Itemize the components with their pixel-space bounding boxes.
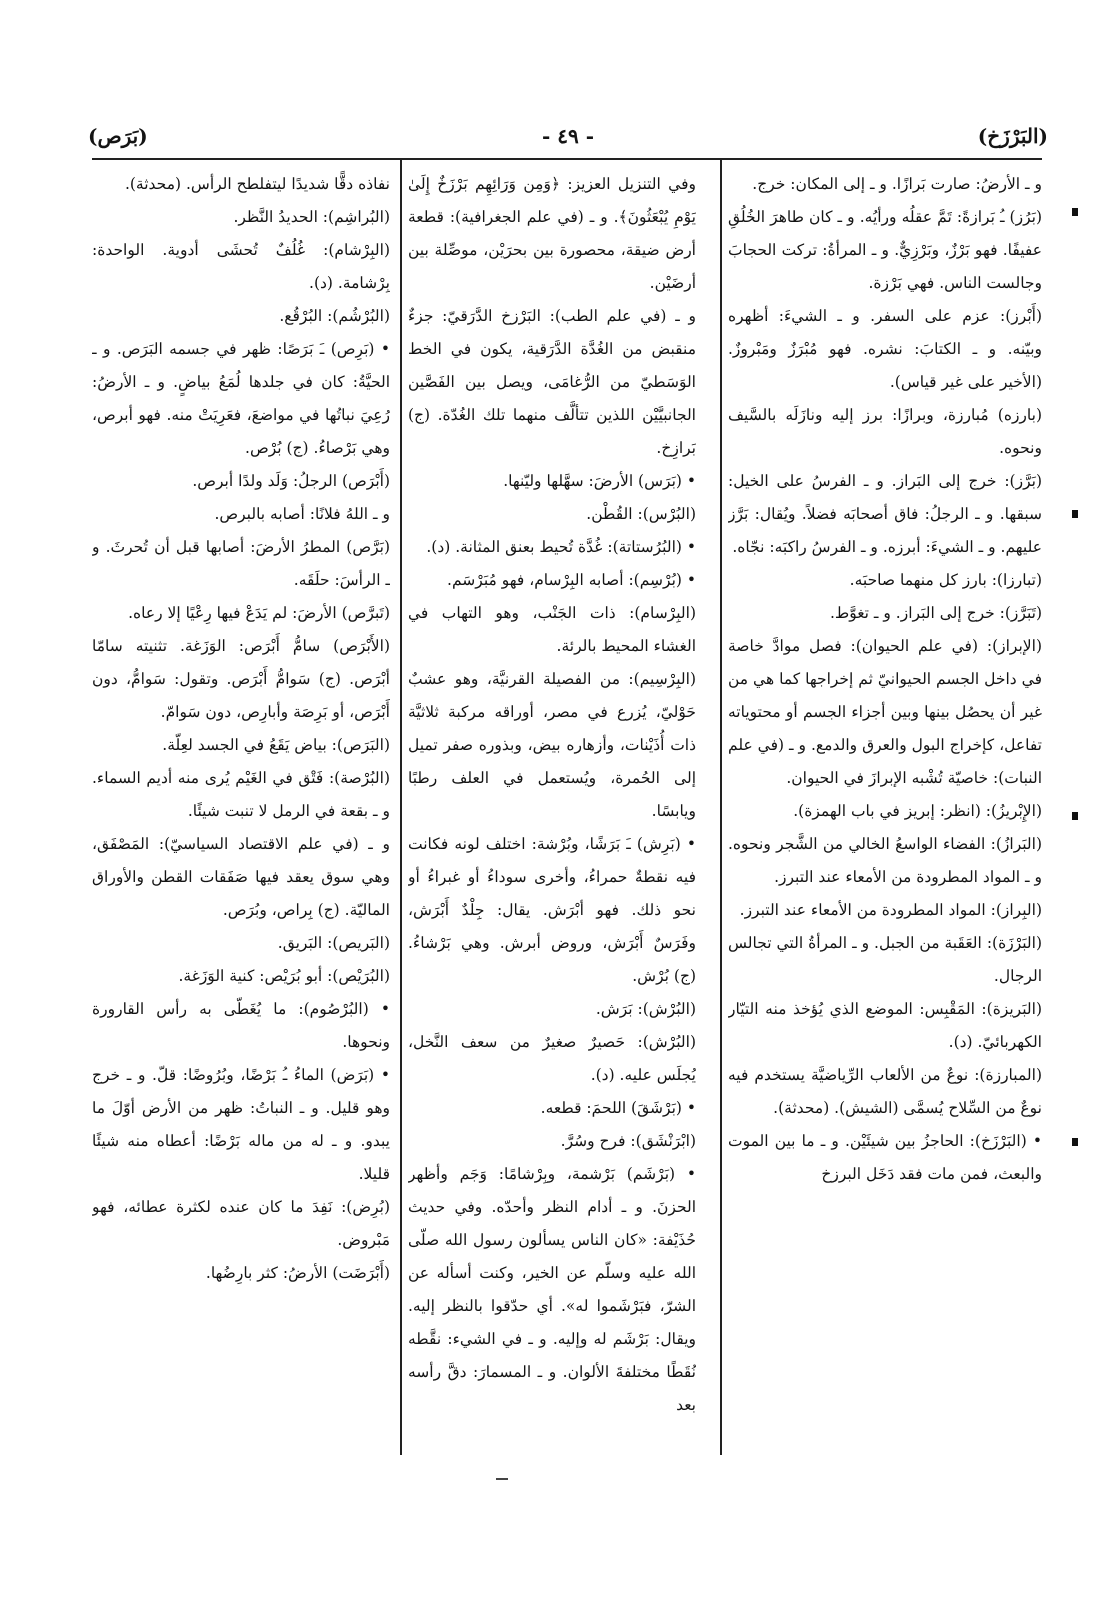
header-guide-word-last: (بَرَص)	[88, 124, 148, 148]
dictionary-entry: (بارزه) مُبارزة، وبرازًا: برز إليه ونازَلَه بالسَّيف ونحوه.	[728, 406, 1042, 457]
column-middle	[408, 168, 696, 1468]
dictionary-entry: (البَريزة): المَقْبِس: الموضع الذي يُؤخذ منه التيّار الكهربائيّ. (د).	[728, 1000, 1042, 1051]
dictionary-entry: و ـ اللهُ فلانًا: أصابه بالبرص.	[214, 505, 390, 523]
dictionary-entry: (بَرَّص) المطرُ الأرضَ: أصابها قبل أن تُحرثَ. و ـ الرأسَ: حلَقَه.	[92, 538, 390, 589]
dictionary-entry: و ـ (في علم الطب): البَرْزخ الدَّرَقيّ: جزءٌ منقبض من الغُدَّة الدَّرَقية، يكون في الخط الوَسَطيّ من الرُّغامَى، ويصل بين الفَصَّين الجانبيَّيْن اللذين تتألَّف منهما تلك الغُدّة. (ج) بَرازِخ.	[408, 307, 696, 457]
margin-mark	[1072, 208, 1078, 216]
dictionary-entry: (البُرْصة): فَتْق في الغَيْم يُرى منه أديم السماء. و ـ بقعة في الرمل لا تنبت شيئًا.	[92, 769, 390, 820]
dictionary-entry: (البُراشِم): الحديدُ النَّظر.	[233, 208, 390, 226]
dictionary-entry: • (البَرْزَخ): الحاجزُ بين شيئَيْن. و ـ ما بين الموت والبعث، فمن مات فقد دَخَل البرزخ	[728, 1132, 1042, 1183]
dictionary-entry: و ـ الأرضُ: صارت بَرازًا. و ـ إلى المكان: خرج.	[752, 175, 1042, 193]
dictionary-entry: (أَبْرَص) الرجلُ: وَلَد ولدًا أبرص.	[192, 472, 390, 490]
dictionary-entry: (أَبْرَضَت) الأرضُ: كثر بارِضُها.	[205, 1264, 390, 1282]
dictionary-entry: (بَرَّز): خرج إلى البَراز. و ـ الفرسُ على الخيل: سبقها. و ـ الرجلُ: فاق أصحابَه فضلاً. ويُقال: بَرَّز عليهم. و ـ الشيءَ: أبرزه. و ـ الفرسُ راكبَه: نجّاه.	[728, 472, 1042, 556]
dictionary-entry: (تبارزا): بارز كل منهما صاحبَه.	[849, 571, 1042, 589]
dictionary-entry: (الأَبْرَص) سامُّ أَبْرَص: الوَزَغة. تثنيته سامّا أبْرَص. (ج) سَوامُّ أَبْرَص. وتقول: سَوامُّ، دون أَبْرَص، أو بَرِصَة وأبارِص، دون سَوامّ.	[92, 637, 390, 721]
margin-mark	[1072, 1138, 1078, 1146]
dictionary-entry: (بُرِض): نَفِدَ ما كان عنده لكثرة عطائه، فهو مَبْروض.	[92, 1198, 390, 1249]
dictionary-entry: (تَبرَّص) الأرضَ: لم يَدَعْ فيها رِعْيًا إلا رعاه.	[128, 604, 390, 622]
dictionary-entry: • (البُرْصُوم): ما يُغَطّى به رأس القارورة ونحوها.	[92, 1000, 390, 1051]
dictionary-entry: وفي التنزيل العزيز: ﴿وَمِن وَرَائِهِم بَرْزَخٌ إِلَىٰ يَوْمِ يُبْعَثُونَ﴾. و ـ (في علم الجغرافية): قطعة أرض ضيقة، محصورة بين بحرَيْن، موصِّلة بين أرضَيْن.	[408, 175, 696, 292]
dictionary-entry: (بَرُز) ـُ بَرازةً: تَمَّ عقلُه ورأيُه. و ـ كان طاهرَ الخُلُقِ عفيفًا. فهو بَرْزٌ، وبَرْزِيٌّ. و ـ المرأةُ: تركت الحجابَ وجالست الناس. فهي بَرْزة.	[728, 208, 1042, 292]
dictionary-entry: • (بَرَض) الماءُ ـُ بَرْضًا، وبُرُوضًا: قلّ. و ـ خرج وهو قليل. و ـ النباتُ: ظهر من الأرض أوّلَ ما يبدو. و ـ له من ماله بَرْضًا: أعطاه منه شيئًا قليلا.	[92, 1066, 390, 1183]
column-divider-left	[400, 160, 402, 1455]
dictionary-entry: (البِراز): المواد المطرودة من الأمعاء عند التبرز.	[739, 901, 1042, 919]
dictionary-entry: (البِرْسِيم): من الفصيلة القرنيَّة، وهو عشبٌ حَوْليّ، يُزرع في مصر، أوراقه مركبة ثلاثيَّة ذات أُذَيْنات، وأزهاره بيض، وبذوره صفر تميل إلى الحُمرة، ويُستعمل في العلف رطبًا ويابسًا.	[408, 670, 696, 820]
dictionary-entry: • (بُرْسِم): أصابه البِرْسام، فهو مُبَرْسَم.	[447, 571, 696, 589]
dictionary-entry: • (بَرْشَقَ) اللحمَ: قطعه.	[540, 1099, 696, 1117]
footer-dash	[496, 1478, 508, 1480]
margin-mark	[1072, 510, 1078, 518]
dictionary-entry: نفاذه دقًّا شديدًا ليتفلطح الرأس. (محدثة).	[124, 175, 390, 193]
header-rule	[92, 158, 1042, 160]
dictionary-entry: (البِرْسام): ذات الجَنْب، وهو التهاب في الغشاء المحيط بالرئة.	[408, 604, 696, 655]
dictionary-entry: (الإبراز): (في علم الحيوان): فصل موادَّ خاصة في داخل الجسم الحيوانيّ ثم إخراجها كما هي من غير أن يحصُل بينها وبين أجزاء الجسم أو محتوياته تفاعل، كإخراج البول والعرق والدمع. و ـ (في علم النبات): خاصيّة تُشْبه الإبرازَ في الحيوان.	[728, 637, 1042, 787]
dictionary-entry: و ـ (في علم الاقتصاد السياسيّ): المَصْفَق، وهي سوق يعقد فيها صَفَقات القطن والأوراق الماليّة. (ج) بِراص، وبُرَص.	[92, 835, 390, 919]
dictionary-entry: (البَرَص): بياض يَقَعُ في الجسد لعِلّة.	[162, 736, 390, 754]
dictionary-entry: (البُرْشُم): البُرْقُع.	[279, 307, 390, 325]
dictionary-entry: (المبارزة): نوعٌ من الألعاب الرِّياضيَّة يستخدم فيه نوعٌ من السِّلاح يُسمَّى (الشيش). (محدثة).	[728, 1066, 1042, 1117]
page-number: - ٤٩ -	[541, 124, 594, 148]
dictionary-entry: • (بَرْشَم) بَرْشمة، وبِرْشامًا: وَجَم وأظهر الحزنَ. و ـ أدام النظر وأحدّه. وفي حديث حُذَيْفة: «كان الناس يسألون رسول الله صلّى الله عليه وسلّم عن الخير، وكنت أسأله عن الشرّ، فبَرْشَموا له». أي حدّقوا بالنظر إليه. ويقال: بَرْشَم له وإليه. و ـ في الشيء: نقَّطه نُقَطًا مختلفةَ الألوان. و ـ المسمارَ: دقَّ رأسه بعد	[408, 1165, 696, 1414]
dictionary-entry: • (بَرِص) ـَ بَرَصًا: ظهر في جسمه البَرَص. و ـ الحيَّةُ: كان في جلدها لُمَعُ بياضٍ. و ـ الأرضُ: رُعِيَ نباتُها في مواضعَ، فعَرِيَتْ منه. فهو أبرص، وهي بَرْصاءُ. (ج) بُرْص.	[92, 340, 390, 457]
dictionary-entry: (البِرْشام): غُلُفٌ تُحشَى أدوية. الواحدة: بِرْشامة. (د).	[92, 241, 390, 292]
margin-mark	[1072, 812, 1078, 820]
dictionary-entry: (البَرازُ): الفضاء الواسعُ الخالي من الشَّجر ونحوه. و ـ المواد المطرودة من الأمعاء عند التبرز.	[728, 835, 1042, 886]
header-guide-word-first: (البَرْزَخ)	[977, 124, 1048, 148]
dictionary-entry: (البَريص): البَريق.	[277, 934, 390, 952]
dictionary-entry: (البُرَيْص): أبو بُرَيْص: كنية الوَزَغة.	[178, 967, 390, 985]
dictionary-entry: (الإِبْريزُ): (انظر: إبريز في باب الهمزة).	[793, 802, 1042, 820]
dictionary-entry: • (بَرِش) ـَ بَرَشًا، وبُرْشة: اختلف لونه فكانت فيه نقطةٌ حمراءُ، وأخرى سوداءُ أو غبراءُ أو نحو ذلك. فهو أبْرَش. يقال: جِلْدٌ أَبْرَش، وفَرَسٌ أَبْرَش، وروض أبرش. وهي بَرْشاءُ. (ج) بُرْش.	[408, 835, 696, 985]
dictionary-entry: (ابْرَنْشَق): فرح وسُرَّ.	[560, 1132, 696, 1150]
column-right	[728, 168, 1042, 1468]
column-left	[92, 168, 390, 1468]
dictionary-entry: (البُرْش): بَرَش.	[595, 1000, 696, 1018]
dictionary-entry: (البُرْس): القُطْن.	[586, 505, 696, 523]
dictionary-entry: (البُرْش): حَصيرٌ صغيرٌ من سعف النَّخل، يُجلَس عليه. (د).	[408, 1033, 696, 1084]
dictionary-entry: (تَبَرَّز): خرج إلى البَراز. و ـ تغوَّط.	[829, 604, 1042, 622]
dictionary-entry: • (البُرُستاتة): غُدَّة تُحيط بعنق المثانة. (د).	[426, 538, 696, 556]
dictionary-entry: (أَبْرز): عزم على السفر. و ـ الشيءَ: أظهره وبيّنه. و ـ الكتابَ: نشره. فهو مُبْرَزٌ ومَبْروزٌ. (الأخير على غير قياس).	[728, 307, 1042, 391]
dictionary-entry: (البَرْزَة): العَقَبة من الجبل. و ـ المرأةُ التي تجالس الرجال.	[728, 934, 1042, 985]
dictionary-entry: • (بَرَس) الأرضَ: سهَّلها وليّنها.	[503, 472, 696, 490]
page-header	[88, 118, 1048, 156]
column-divider-right	[720, 160, 722, 1455]
